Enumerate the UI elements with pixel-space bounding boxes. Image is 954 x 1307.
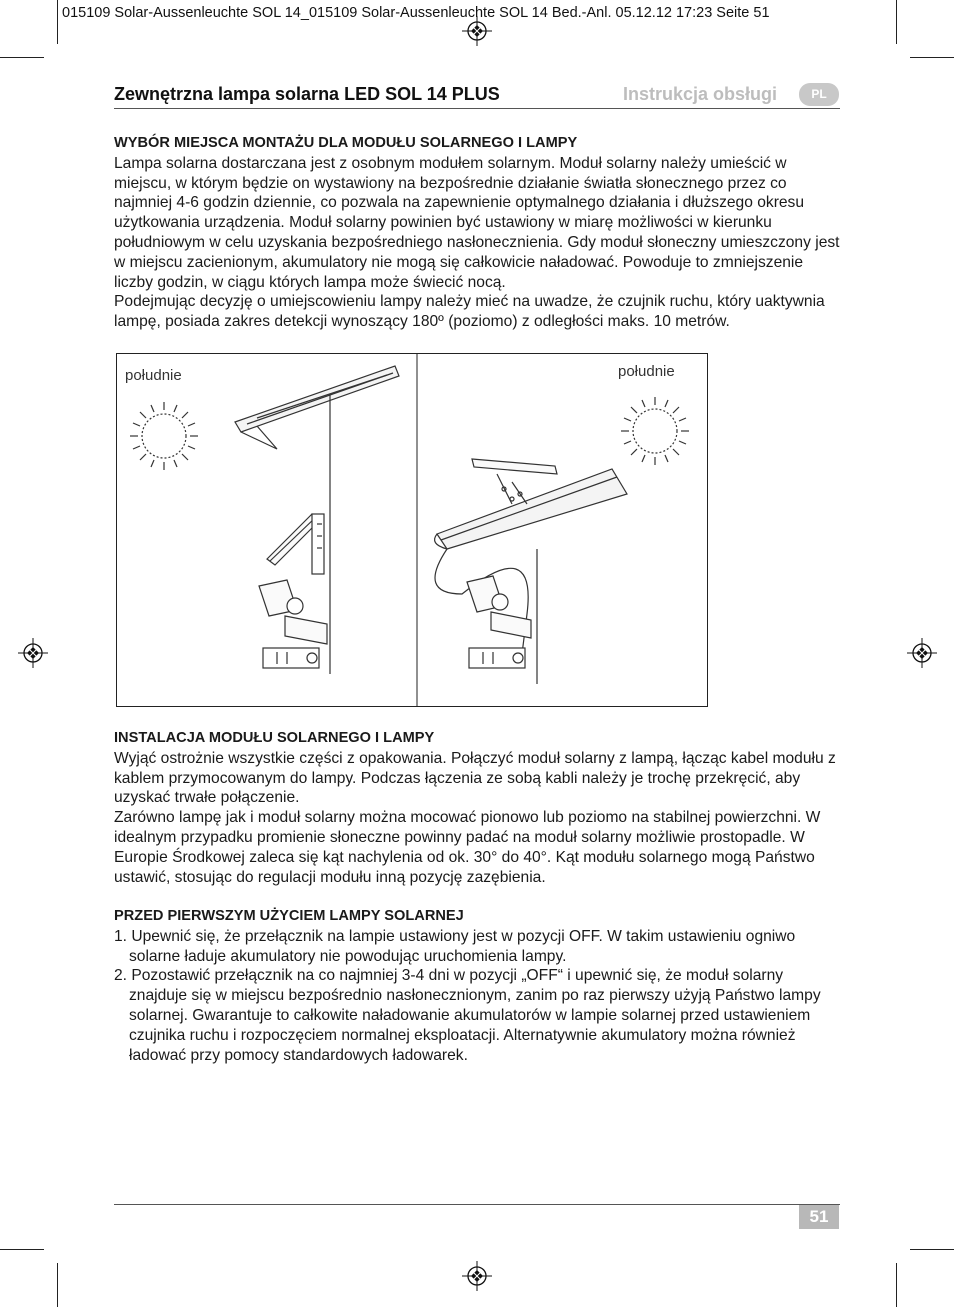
- paragraph: Zarówno lampę jak i moduł solarny można mocować pionowo lub poziomo na stabilnej powierzchni. W idealnym przypadku promienie słoneczne powinny padać na moduł solarny możliwie prostopadle. W Europie Środkowej zaleca się kąt nachylenia od ok. 30° do 40°. Kąt modułu solarnego mogą Państwo ustawić, stosując do regulacji modułu inną pozycję zazębienia.: [114, 809, 821, 886]
- registration-mark-icon: [18, 638, 48, 668]
- sun-icon: [621, 397, 689, 465]
- section-installation: [114, 729, 842, 887]
- crop-mark: [0, 1249, 44, 1250]
- crop-mark: [57, 0, 58, 44]
- section-heading: PRZED PIERWSZYM UŻYCIEM LAMPY SOLARNEJ: [114, 908, 464, 924]
- crop-mark: [0, 57, 44, 58]
- illustration-drawing: [117, 354, 707, 706]
- crop-mark: [896, 0, 897, 44]
- crop-mark: [57, 1263, 58, 1307]
- section-before-first-use: [114, 907, 842, 1065]
- crop-mark: [896, 1263, 897, 1307]
- header-rule: [114, 108, 840, 109]
- south-label-right: południe: [618, 363, 675, 380]
- south-label-left: południe: [125, 367, 182, 384]
- registration-mark-icon: [462, 1261, 492, 1291]
- page-subtitle: Instrukcja obsługi: [623, 84, 778, 104]
- registration-mark-icon: [907, 638, 937, 668]
- paragraph: Podejmując decyzję o umiejscowieniu lampy należy mieć na uwadze, że czujnik ruchu, który uaktywnia lampę, posiada zakres detekcji wynoszący 180º (poziomo) z odległości maks. 10 metrów.: [114, 293, 825, 331]
- mounting-illustration: [116, 353, 708, 707]
- page-title: Zewnętrzna lampa solarna LED SOL 14 PLUS: [114, 84, 500, 104]
- footer-rule: [114, 1204, 840, 1205]
- paragraph: Wyjąć ostrożnie wszystkie części z opakowania. Połączyć moduł solarny z lampą, łącząc kabel modułu z kablem przymocowanym do lampy. Podczas łączenia ze sobą kabli należy je trochę przekręcić, aby uzyskać trwałe połączenie.: [114, 749, 836, 807]
- print-header: 015109 Solar-Aussenleuchte SOL 14_015109 Solar-Aussenleuchte SOL 14 Bed.-Anl. 05.12.12 17:23 Seite 51: [62, 5, 770, 21]
- crop-mark: [910, 1249, 954, 1250]
- language-badge: PL: [799, 83, 839, 106]
- list-item: 1. Upewnić się, że przełącznik na lampie ustawiony jest w pozycji OFF. W takim ustawieniu ogniwo solarne ładuje akumulatory nie powodując uruchomienia lampy.: [114, 927, 796, 965]
- paragraph: Lampa solarna dostarczana jest z osobnym modułem solarnym. Moduł solarny należy umieścić w miejscu, w którym będzie on wystawiony na bezpośrednie działanie światła słonecznego przez co najmniej 4-6 godzin dziennie, co pozwala na zapewnienie optymalnego działania i dłuższego okresu użytkowania urządzenia. Moduł solarny powinien być ustawiony w miarę możliwości w kierunku południowym w celu uzyskania bezpośredniego nasłonecznienia. Gdy moduł słoneczny umieszczony jest w miejscu zacienionym, akumulatory nie mogą się całkowicie naładować. Powoduje to zmniejszenie liczby godzin, w ciągu których lampa może świecić nocą.: [114, 154, 840, 291]
- registration-mark-icon: [462, 16, 492, 46]
- page-number: 51: [799, 1205, 839, 1229]
- list-item: 2. Pozostawić przełącznik na co najmniej 3-4 dni w pozycji „OFF“ i upewnić się, że moduł solarny znajduje się w miejscu bezpośrednio nasłonecznionym, zanim po raz pierwszy użyją Państwo lampy solarnej. Gwarantuje to całkowite naładowanie akumulatorów w lampie solarnej przed ustawieniem czujnika ruchu i rozpoczęciem normalnej eksploatacji. Alternatywnie akumulatory można również ładować przy pomocy standardowych ładowarek.: [114, 967, 821, 1064]
- crop-mark: [910, 57, 954, 58]
- section-mounting-location: [114, 134, 842, 332]
- section-heading: INSTALACJA MODUŁU SOLARNEGO I LAMPY: [114, 730, 435, 746]
- section-heading: WYBÓR MIEJSCA MONTAŻU DLA MODUŁU SOLARNEGO I LAMPY: [114, 135, 578, 151]
- sun-icon: [130, 402, 198, 470]
